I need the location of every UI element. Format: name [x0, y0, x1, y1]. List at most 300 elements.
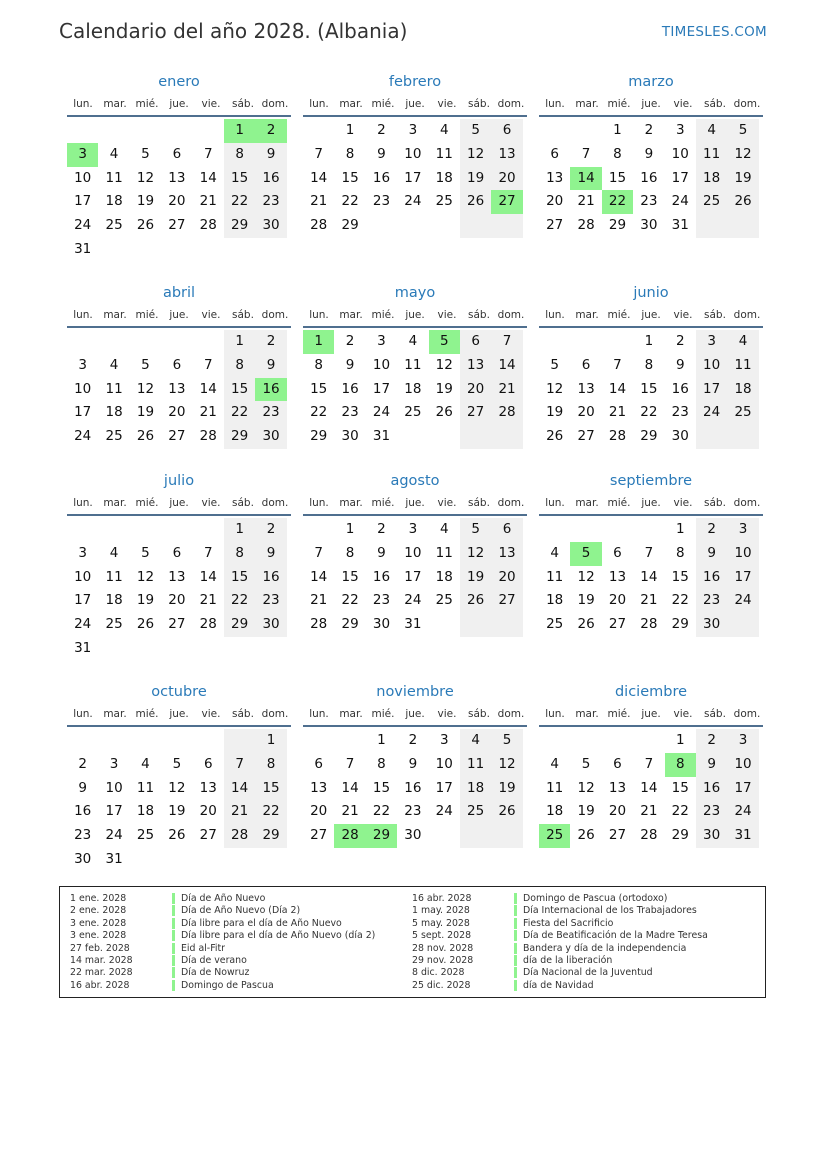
- day-cell[interactable]: 20: [491, 167, 522, 191]
- day-cell[interactable]: 13: [577, 380, 595, 397]
- day-cell[interactable]: 24: [105, 827, 123, 844]
- day-cell[interactable]: 27: [608, 616, 627, 633]
- day-cell[interactable]: 21: [640, 803, 658, 820]
- day-cell[interactable]: 17: [404, 169, 422, 186]
- day-cell[interactable]: 26: [727, 190, 758, 214]
- day-cell[interactable]: 17: [435, 779, 453, 796]
- day-cell[interactable]: 10: [727, 753, 758, 777]
- day-cell[interactable]: 19: [491, 777, 522, 801]
- day-cell[interactable]: 8: [224, 542, 255, 566]
- day-cell[interactable]: 11: [727, 354, 758, 378]
- day-cell[interactable]: 7: [644, 755, 654, 772]
- day-cell[interactable]: 20: [460, 378, 491, 402]
- day-cell[interactable]: 2: [345, 333, 355, 349]
- day-cell[interactable]: 2: [408, 732, 418, 748]
- day-cell[interactable]: 5: [491, 729, 522, 753]
- day-cell[interactable]: 28: [310, 217, 328, 234]
- day-cell[interactable]: 8: [644, 356, 654, 373]
- day-cell[interactable]: 28: [199, 428, 217, 445]
- day-cell[interactable]: 31: [372, 428, 391, 445]
- day-cell[interactable]: 24: [74, 217, 92, 234]
- day-cell[interactable]: 2: [255, 330, 286, 354]
- day-cell[interactable]: 21: [224, 800, 255, 824]
- day-cell[interactable]: 30: [372, 616, 391, 633]
- day-cell[interactable]: 12: [491, 753, 522, 777]
- day-cell[interactable]: 31: [404, 616, 422, 633]
- day-cell[interactable]: 3: [439, 732, 449, 748]
- day-cell[interactable]: 1: [377, 732, 386, 748]
- day-cell[interactable]: 9: [377, 544, 386, 561]
- day-cell[interactable]: 18: [105, 193, 123, 210]
- day-cell[interactable]: 6: [203, 755, 213, 772]
- day-cell[interactable]: 8: [314, 356, 323, 373]
- day-cell[interactable]: 16: [671, 380, 689, 397]
- day-cell[interactable]: 20: [491, 566, 522, 590]
- day-cell[interactable]: 4: [109, 145, 119, 162]
- day-cell[interactable]: 4: [550, 755, 559, 772]
- day-cell[interactable]: 14: [341, 779, 359, 796]
- day-cell[interactable]: 8: [377, 755, 386, 772]
- day-cell[interactable]: 19: [460, 167, 491, 191]
- day-cell[interactable]: 14: [640, 568, 658, 585]
- day-cell[interactable]: 17: [372, 380, 391, 397]
- day-cell[interactable]: 20: [199, 803, 217, 820]
- day-cell[interactable]: 30: [696, 613, 727, 637]
- day-cell[interactable]: 8: [224, 354, 255, 378]
- day-cell[interactable]: 10: [404, 544, 422, 561]
- day-cell[interactable]: 4: [550, 544, 559, 561]
- day-cell[interactable]: 21: [199, 592, 217, 609]
- day-cell[interactable]: 9: [675, 356, 685, 373]
- day-cell[interactable]: 15: [671, 568, 689, 585]
- day-cell[interactable]: 6: [460, 330, 491, 354]
- holiday-day-cell[interactable]: 22: [602, 190, 633, 214]
- day-cell[interactable]: 13: [491, 143, 522, 167]
- day-cell[interactable]: 13: [491, 542, 522, 566]
- day-cell[interactable]: 29: [640, 428, 658, 445]
- day-cell[interactable]: 29: [310, 428, 328, 445]
- day-cell[interactable]: 27: [168, 616, 186, 633]
- day-cell[interactable]: 9: [255, 542, 286, 566]
- day-cell[interactable]: 6: [172, 544, 182, 561]
- day-cell[interactable]: 8: [224, 143, 255, 167]
- day-cell[interactable]: 10: [404, 145, 422, 162]
- brand-logo[interactable]: TIMESLES.COM: [661, 24, 767, 40]
- day-cell[interactable]: 5: [460, 119, 491, 143]
- day-cell[interactable]: 16: [372, 169, 391, 186]
- day-cell[interactable]: 23: [372, 592, 391, 609]
- day-cell[interactable]: 10: [372, 356, 391, 373]
- holiday-day-cell[interactable]: 27: [491, 190, 522, 214]
- day-cell[interactable]: 22: [671, 592, 689, 609]
- day-cell[interactable]: 12: [435, 356, 453, 373]
- day-cell[interactable]: 25: [105, 616, 123, 633]
- day-cell[interactable]: 20: [608, 803, 627, 820]
- day-cell[interactable]: 11: [546, 779, 564, 796]
- day-cell[interactable]: 2: [255, 518, 286, 542]
- day-cell[interactable]: 24: [74, 428, 92, 445]
- day-cell[interactable]: 27: [460, 401, 491, 425]
- day-cell[interactable]: 25: [105, 428, 123, 445]
- day-cell[interactable]: 2: [78, 755, 87, 772]
- day-cell[interactable]: 21: [310, 193, 328, 210]
- day-cell[interactable]: 28: [199, 217, 217, 234]
- day-cell[interactable]: 16: [696, 566, 727, 590]
- day-cell[interactable]: 5: [141, 145, 150, 162]
- day-cell[interactable]: 19: [435, 380, 453, 397]
- day-cell[interactable]: 7: [224, 753, 255, 777]
- day-cell[interactable]: 4: [727, 330, 758, 354]
- day-cell[interactable]: 30: [74, 850, 92, 867]
- day-cell[interactable]: 6: [172, 356, 182, 373]
- day-cell[interactable]: 3: [696, 330, 727, 354]
- day-cell[interactable]: 9: [255, 354, 286, 378]
- day-cell[interactable]: 16: [372, 568, 391, 585]
- day-cell[interactable]: 20: [310, 803, 328, 820]
- day-cell[interactable]: 13: [608, 779, 627, 796]
- day-cell[interactable]: 24: [404, 592, 422, 609]
- day-cell[interactable]: 8: [345, 145, 355, 162]
- day-cell[interactable]: 12: [577, 568, 595, 585]
- day-cell[interactable]: 30: [640, 217, 658, 234]
- day-cell[interactable]: 9: [696, 542, 727, 566]
- day-cell[interactable]: 9: [644, 145, 654, 162]
- day-cell[interactable]: 17: [74, 404, 92, 421]
- day-cell[interactable]: 17: [74, 592, 92, 609]
- day-cell[interactable]: 12: [727, 143, 758, 167]
- day-cell[interactable]: 14: [199, 568, 217, 585]
- day-cell[interactable]: 25: [435, 592, 453, 609]
- day-cell[interactable]: 30: [255, 613, 286, 637]
- day-cell[interactable]: 2: [377, 122, 386, 138]
- day-cell[interactable]: 13: [168, 169, 186, 186]
- day-cell[interactable]: 13: [199, 779, 217, 796]
- holiday-day-cell[interactable]: 2: [255, 119, 286, 143]
- day-cell[interactable]: 29: [608, 217, 627, 234]
- day-cell[interactable]: 17: [727, 777, 758, 801]
- day-cell[interactable]: 26: [435, 404, 453, 421]
- day-cell[interactable]: 10: [74, 169, 92, 186]
- day-cell[interactable]: 7: [203, 356, 213, 373]
- day-cell[interactable]: 16: [74, 803, 92, 820]
- holiday-day-cell[interactable]: 14: [570, 167, 601, 191]
- day-cell[interactable]: 31: [671, 217, 689, 234]
- day-cell[interactable]: 1: [644, 333, 654, 349]
- day-cell[interactable]: 21: [199, 193, 217, 210]
- day-cell[interactable]: 19: [136, 193, 155, 210]
- day-cell[interactable]: 15: [608, 169, 627, 186]
- day-cell[interactable]: 24: [727, 800, 758, 824]
- day-cell[interactable]: 14: [310, 169, 328, 186]
- day-cell[interactable]: 18: [105, 404, 123, 421]
- day-cell[interactable]: 15: [341, 169, 359, 186]
- day-cell[interactable]: 5: [550, 356, 559, 373]
- day-cell[interactable]: 5: [460, 518, 491, 542]
- day-cell[interactable]: 25: [546, 616, 564, 633]
- day-cell[interactable]: 28: [310, 616, 328, 633]
- day-cell[interactable]: 30: [696, 824, 727, 848]
- day-cell[interactable]: 23: [696, 589, 727, 613]
- holiday-day-cell[interactable]: 16: [255, 378, 286, 402]
- day-cell[interactable]: 30: [255, 214, 286, 238]
- day-cell[interactable]: 11: [460, 753, 491, 777]
- day-cell[interactable]: 15: [224, 566, 255, 590]
- day-cell[interactable]: 21: [608, 404, 627, 421]
- day-cell[interactable]: 16: [341, 380, 359, 397]
- day-cell[interactable]: 19: [577, 592, 595, 609]
- day-cell[interactable]: 7: [203, 145, 213, 162]
- day-cell[interactable]: 19: [460, 566, 491, 590]
- day-cell[interactable]: 18: [460, 777, 491, 801]
- day-cell[interactable]: 6: [314, 755, 323, 772]
- day-cell[interactable]: 9: [78, 779, 87, 796]
- day-cell[interactable]: 26: [491, 800, 522, 824]
- day-cell[interactable]: 6: [172, 145, 182, 162]
- day-cell[interactable]: 7: [314, 544, 323, 561]
- day-cell[interactable]: 28: [491, 401, 522, 425]
- day-cell[interactable]: 31: [727, 824, 758, 848]
- day-cell[interactable]: 7: [644, 544, 654, 561]
- day-cell[interactable]: 21: [640, 592, 658, 609]
- day-cell[interactable]: 21: [341, 803, 359, 820]
- day-cell[interactable]: 2: [696, 729, 727, 753]
- day-cell[interactable]: 23: [404, 803, 422, 820]
- day-cell[interactable]: 17: [727, 566, 758, 590]
- day-cell[interactable]: 16: [404, 779, 422, 796]
- day-cell[interactable]: 15: [341, 568, 359, 585]
- day-cell[interactable]: 4: [109, 544, 119, 561]
- day-cell[interactable]: 22: [224, 401, 255, 425]
- day-cell[interactable]: 28: [640, 616, 658, 633]
- day-cell[interactable]: 17: [696, 378, 727, 402]
- day-cell[interactable]: 12: [136, 568, 155, 585]
- day-cell[interactable]: 3: [78, 544, 87, 561]
- day-cell[interactable]: 26: [168, 827, 186, 844]
- day-cell[interactable]: 28: [224, 824, 255, 848]
- day-cell[interactable]: 23: [255, 589, 286, 613]
- day-cell[interactable]: 25: [404, 404, 422, 421]
- day-cell[interactable]: 21: [491, 378, 522, 402]
- day-cell[interactable]: 1: [345, 521, 355, 537]
- day-cell[interactable]: 17: [74, 193, 92, 210]
- day-cell[interactable]: 29: [671, 616, 689, 633]
- day-cell[interactable]: 13: [168, 380, 186, 397]
- holiday-day-cell[interactable]: 29: [366, 824, 397, 848]
- day-cell[interactable]: 13: [460, 354, 491, 378]
- day-cell[interactable]: 5: [727, 119, 758, 143]
- day-cell[interactable]: 1: [675, 732, 685, 748]
- day-cell[interactable]: 21: [577, 193, 595, 210]
- day-cell[interactable]: 6: [613, 544, 622, 561]
- day-cell[interactable]: 9: [255, 143, 286, 167]
- holiday-day-cell[interactable]: 5: [570, 542, 601, 566]
- day-cell[interactable]: 19: [168, 803, 186, 820]
- day-cell[interactable]: 24: [372, 404, 391, 421]
- day-cell[interactable]: 24: [696, 401, 727, 425]
- day-cell[interactable]: 15: [671, 779, 689, 796]
- day-cell[interactable]: 12: [136, 380, 155, 397]
- holiday-day-cell[interactable]: 25: [539, 824, 570, 848]
- day-cell[interactable]: 7: [203, 544, 213, 561]
- day-cell[interactable]: 10: [74, 568, 92, 585]
- day-cell[interactable]: 20: [168, 193, 186, 210]
- day-cell[interactable]: 1: [224, 518, 255, 542]
- day-cell[interactable]: 6: [491, 119, 522, 143]
- day-cell[interactable]: 27: [608, 827, 627, 844]
- day-cell[interactable]: 7: [314, 145, 323, 162]
- day-cell[interactable]: 14: [310, 568, 328, 585]
- day-cell[interactable]: 2: [644, 122, 654, 138]
- day-cell[interactable]: 30: [404, 827, 422, 844]
- day-cell[interactable]: 21: [310, 592, 328, 609]
- day-cell[interactable]: 26: [460, 589, 491, 613]
- day-cell[interactable]: 19: [136, 404, 155, 421]
- day-cell[interactable]: 9: [377, 145, 386, 162]
- day-cell[interactable]: 13: [608, 568, 627, 585]
- day-cell[interactable]: 21: [199, 404, 217, 421]
- day-cell[interactable]: 20: [168, 592, 186, 609]
- day-cell[interactable]: 11: [105, 568, 123, 585]
- day-cell[interactable]: 12: [460, 542, 491, 566]
- day-cell[interactable]: 28: [199, 616, 217, 633]
- day-cell[interactable]: 24: [435, 803, 453, 820]
- day-cell[interactable]: 27: [546, 217, 564, 234]
- day-cell[interactable]: 18: [435, 169, 453, 186]
- day-cell[interactable]: 23: [341, 404, 359, 421]
- day-cell[interactable]: 20: [577, 404, 595, 421]
- day-cell[interactable]: 23: [696, 800, 727, 824]
- day-cell[interactable]: 6: [491, 518, 522, 542]
- day-cell[interactable]: 27: [310, 827, 328, 844]
- day-cell[interactable]: 22: [640, 404, 658, 421]
- day-cell[interactable]: 22: [341, 193, 359, 210]
- day-cell[interactable]: 14: [199, 169, 217, 186]
- day-cell[interactable]: 19: [577, 803, 595, 820]
- day-cell[interactable]: 5: [141, 544, 150, 561]
- day-cell[interactable]: 27: [168, 217, 186, 234]
- day-cell[interactable]: 4: [439, 122, 449, 138]
- holiday-day-cell[interactable]: 1: [303, 330, 334, 354]
- day-cell[interactable]: 11: [105, 169, 123, 186]
- day-cell[interactable]: 29: [224, 425, 255, 449]
- day-cell[interactable]: 31: [74, 240, 92, 257]
- day-cell[interactable]: 15: [372, 779, 391, 796]
- day-cell[interactable]: 26: [577, 616, 595, 633]
- day-cell[interactable]: 1: [224, 330, 255, 354]
- day-cell[interactable]: 24: [727, 589, 758, 613]
- day-cell[interactable]: 1: [613, 122, 622, 138]
- day-cell[interactable]: 11: [435, 145, 453, 162]
- day-cell[interactable]: 16: [255, 167, 286, 191]
- day-cell[interactable]: 18: [546, 803, 564, 820]
- day-cell[interactable]: 4: [141, 755, 150, 772]
- day-cell[interactable]: 18: [546, 592, 564, 609]
- day-cell[interactable]: 23: [255, 190, 286, 214]
- day-cell[interactable]: 2: [696, 518, 727, 542]
- day-cell[interactable]: 18: [727, 378, 758, 402]
- day-cell[interactable]: 17: [105, 803, 123, 820]
- day-cell[interactable]: 2: [675, 333, 685, 349]
- day-cell[interactable]: 27: [168, 428, 186, 445]
- day-cell[interactable]: 22: [372, 803, 391, 820]
- day-cell[interactable]: 1: [345, 122, 355, 138]
- day-cell[interactable]: 3: [408, 521, 418, 537]
- day-cell[interactable]: 29: [341, 616, 359, 633]
- day-cell[interactable]: 3: [675, 122, 685, 138]
- day-cell[interactable]: 22: [224, 589, 255, 613]
- day-cell[interactable]: 8: [613, 145, 622, 162]
- day-cell[interactable]: 24: [404, 193, 422, 210]
- day-cell[interactable]: 20: [608, 592, 627, 609]
- day-cell[interactable]: 12: [136, 169, 155, 186]
- day-cell[interactable]: 4: [696, 119, 727, 143]
- day-cell[interactable]: 26: [460, 190, 491, 214]
- day-cell[interactable]: 11: [404, 356, 422, 373]
- day-cell[interactable]: 14: [224, 777, 255, 801]
- day-cell[interactable]: 10: [727, 542, 758, 566]
- day-cell[interactable]: 25: [696, 190, 727, 214]
- day-cell[interactable]: 11: [696, 143, 727, 167]
- day-cell[interactable]: 25: [435, 193, 453, 210]
- day-cell[interactable]: 11: [435, 544, 453, 561]
- day-cell[interactable]: 5: [581, 755, 591, 772]
- day-cell[interactable]: 26: [577, 827, 595, 844]
- day-cell[interactable]: 24: [671, 193, 689, 210]
- day-cell[interactable]: 30: [671, 428, 689, 445]
- day-cell[interactable]: 6: [613, 755, 622, 772]
- day-cell[interactable]: 11: [105, 380, 123, 397]
- day-cell[interactable]: 25: [105, 217, 123, 234]
- day-cell[interactable]: 14: [640, 779, 658, 796]
- day-cell[interactable]: 29: [224, 613, 255, 637]
- day-cell[interactable]: 15: [224, 378, 255, 402]
- day-cell[interactable]: 26: [136, 217, 155, 234]
- day-cell[interactable]: 3: [727, 729, 758, 753]
- day-cell[interactable]: 26: [136, 428, 155, 445]
- day-cell[interactable]: 13: [310, 779, 328, 796]
- day-cell[interactable]: 29: [224, 214, 255, 238]
- day-cell[interactable]: 23: [640, 193, 658, 210]
- holiday-day-cell[interactable]: 28: [334, 824, 365, 848]
- day-cell[interactable]: 19: [136, 592, 155, 609]
- day-cell[interactable]: 30: [341, 428, 359, 445]
- day-cell[interactable]: 11: [136, 779, 155, 796]
- day-cell[interactable]: 26: [546, 428, 564, 445]
- day-cell[interactable]: 3: [727, 518, 758, 542]
- day-cell[interactable]: 5: [141, 356, 150, 373]
- day-cell[interactable]: 5: [172, 755, 182, 772]
- day-cell[interactable]: 7: [613, 356, 622, 373]
- day-cell[interactable]: 27: [199, 827, 217, 844]
- day-cell[interactable]: 18: [404, 380, 422, 397]
- day-cell[interactable]: 30: [255, 425, 286, 449]
- day-cell[interactable]: 6: [581, 356, 591, 373]
- day-cell[interactable]: 14: [491, 354, 522, 378]
- day-cell[interactable]: 27: [577, 428, 595, 445]
- day-cell[interactable]: 25: [727, 401, 758, 425]
- day-cell[interactable]: 11: [546, 568, 564, 585]
- day-cell[interactable]: 29: [671, 827, 689, 844]
- day-cell[interactable]: 22: [224, 190, 255, 214]
- day-cell[interactable]: 23: [74, 827, 92, 844]
- day-cell[interactable]: 18: [435, 568, 453, 585]
- day-cell[interactable]: 1: [255, 729, 286, 753]
- day-cell[interactable]: 7: [345, 755, 355, 772]
- day-cell[interactable]: 31: [74, 639, 92, 656]
- day-cell[interactable]: 8: [675, 544, 685, 561]
- day-cell[interactable]: 4: [439, 521, 449, 537]
- day-cell[interactable]: 25: [136, 827, 155, 844]
